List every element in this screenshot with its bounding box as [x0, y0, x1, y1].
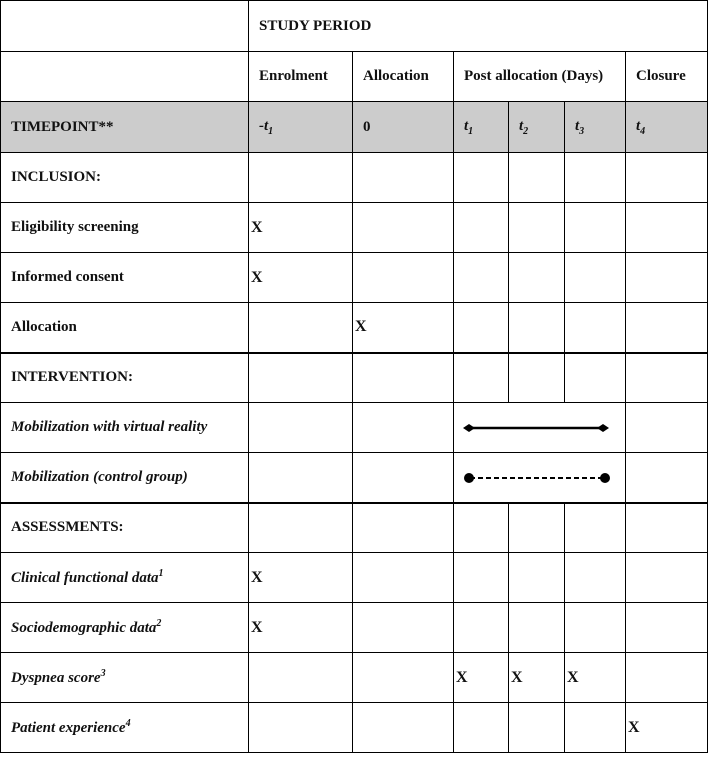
control-duration-cell: [454, 453, 626, 503]
empty-cell: [353, 453, 454, 503]
timepoint-t4: [626, 102, 708, 153]
empty-cell: [454, 553, 509, 603]
empty-cell: [565, 153, 626, 203]
experience-closure-mark: X: [626, 703, 708, 753]
allocation-label: Allocation: [1, 303, 249, 353]
empty-cell: [249, 453, 353, 503]
timepoint-row: [1, 102, 708, 153]
empty-cell: [509, 353, 565, 403]
empty-cell: [509, 603, 565, 653]
timepoint-t1-sub: 1: [468, 125, 474, 137]
timepoint-t3: [565, 102, 626, 153]
empty-cell: [249, 153, 353, 203]
timepoint-t2: [509, 102, 565, 153]
experience-footnote: 4: [125, 718, 131, 729]
dyspnea-t3-mark: X: [565, 653, 626, 703]
eligibility-enrolment-mark: X: [249, 203, 353, 253]
assessments-heading-row: [1, 503, 708, 553]
empty-cell: [509, 203, 565, 253]
empty-cell: [565, 503, 626, 553]
clinical-row: [1, 553, 708, 603]
dyspnea-footnote: 3: [100, 668, 106, 679]
dyspnea-label-text: Dyspnea score: [11, 670, 101, 686]
eligibility-row: [1, 203, 708, 253]
empty-cell: [249, 653, 353, 703]
control-duration-line: [454, 453, 626, 503]
empty-cell: [565, 353, 626, 403]
empty-cell: [454, 203, 509, 253]
eligibility-label: Eligibility screening: [1, 203, 249, 253]
empty-cell: [353, 703, 454, 753]
timepoint-allocation: 0: [353, 102, 454, 153]
empty-cell: [626, 603, 708, 653]
header-row-phases: [1, 52, 708, 102]
empty-cell: [509, 253, 565, 303]
clinical-enrolment-mark: X: [249, 553, 353, 603]
dyspnea-t2-mark: X: [509, 653, 565, 703]
socio-footnote: 2: [156, 618, 162, 629]
empty-cell: [353, 553, 454, 603]
consent-enrolment-mark: X: [249, 253, 353, 303]
consent-row: [1, 253, 708, 303]
empty-cell: [565, 253, 626, 303]
empty-cell: [454, 703, 509, 753]
allocation-heading: Allocation: [353, 52, 454, 102]
empty-cell: [565, 703, 626, 753]
socio-label-text: Sociodemographic data: [11, 620, 157, 636]
empty-cell: [626, 403, 708, 453]
empty-cell: [626, 653, 708, 703]
empty-cell: [353, 253, 454, 303]
allocation-row: [1, 303, 708, 353]
socio-enrolment-mark: X: [249, 603, 353, 653]
timepoint-t3-sub: 3: [579, 125, 585, 137]
empty-cell: [454, 253, 509, 303]
timepoint-t1-text: t: [464, 117, 469, 134]
socio-row: [1, 603, 708, 653]
empty-cell: [509, 553, 565, 603]
empty-cell: [1, 1, 249, 52]
empty-cell: [353, 203, 454, 253]
vr-label: Mobilization with virtual reality: [1, 403, 249, 453]
vr-duration-cell: [454, 403, 626, 453]
experience-label: [1, 703, 249, 753]
empty-cell: [626, 203, 708, 253]
empty-cell: [249, 703, 353, 753]
empty-cell: [454, 603, 509, 653]
empty-cell: [353, 503, 454, 553]
experience-row: [1, 703, 708, 753]
timepoint-t2-text: t: [519, 117, 524, 134]
inclusion-heading-row: [1, 153, 708, 203]
empty-cell: [626, 153, 708, 203]
timepoint-t3-text: t: [575, 117, 580, 134]
dyspnea-label: [1, 653, 249, 703]
empty-cell: [626, 553, 708, 603]
empty-cell: [249, 403, 353, 453]
empty-cell: [353, 403, 454, 453]
clinical-label: [1, 553, 249, 603]
empty-cell: [565, 553, 626, 603]
intervention-heading: INTERVENTION:: [1, 353, 249, 403]
empty-cell: [454, 303, 509, 353]
empty-cell: [353, 153, 454, 203]
intervention-heading-row: [1, 353, 708, 403]
closure-heading: Closure: [626, 52, 708, 102]
empty-cell: [1, 52, 249, 102]
header-row-study-period: [1, 1, 708, 52]
empty-cell: [509, 503, 565, 553]
empty-cell: [626, 353, 708, 403]
study-period-heading: STUDY PERIOD: [249, 1, 708, 52]
empty-cell: [353, 353, 454, 403]
clinical-label-text: Clinical functional data: [11, 570, 159, 586]
experience-label-text: Patient experience: [11, 720, 126, 736]
empty-cell: [249, 503, 353, 553]
dyspnea-row: [1, 653, 708, 703]
timepoint-enrolment: [249, 102, 353, 153]
vr-duration-line: [454, 403, 626, 453]
control-row: [1, 453, 708, 503]
empty-cell: [565, 303, 626, 353]
empty-cell: [353, 603, 454, 653]
inclusion-heading: INCLUSION:: [1, 153, 249, 203]
empty-cell: [454, 503, 509, 553]
empty-cell: [249, 353, 353, 403]
empty-cell: [626, 503, 708, 553]
control-label: Mobilization (control group): [1, 453, 249, 503]
timepoint-enrolment-text: -t: [259, 117, 269, 134]
consent-label: Informed consent: [1, 253, 249, 303]
empty-cell: [509, 153, 565, 203]
enrolment-heading: Enrolment: [249, 52, 353, 102]
timepoint-label: TIMEPOINT**: [1, 102, 249, 153]
allocation-mark: X: [353, 303, 454, 353]
socio-label: [1, 603, 249, 653]
timepoint-t1: [454, 102, 509, 153]
empty-cell: [626, 253, 708, 303]
timepoint-enrolment-sub: 1: [268, 125, 274, 137]
assessments-heading: ASSESSMENTS:: [1, 503, 249, 553]
empty-cell: [454, 153, 509, 203]
timepoint-t4-text: t: [636, 117, 641, 134]
empty-cell: [249, 303, 353, 353]
empty-cell: [454, 353, 509, 403]
empty-cell: [353, 653, 454, 703]
empty-cell: [626, 303, 708, 353]
empty-cell: [509, 303, 565, 353]
empty-cell: [565, 603, 626, 653]
post-allocation-heading: Post allocation (Days): [454, 52, 626, 102]
timepoint-t2-sub: 2: [523, 125, 529, 137]
empty-cell: [565, 203, 626, 253]
dyspnea-t1-mark: X: [454, 653, 509, 703]
empty-cell: [626, 453, 708, 503]
vr-row: [1, 403, 708, 453]
empty-cell: [509, 703, 565, 753]
timepoint-t4-sub: 4: [640, 125, 646, 137]
clinical-footnote: 1: [158, 568, 164, 579]
